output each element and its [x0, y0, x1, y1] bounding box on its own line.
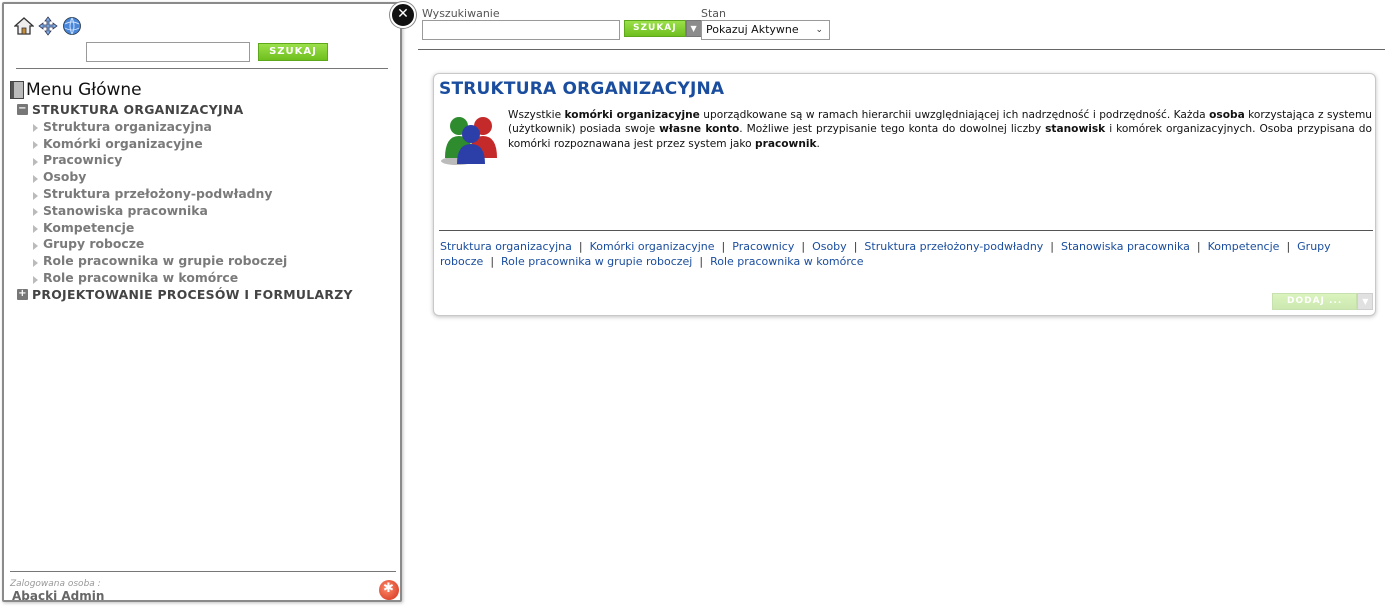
card-link[interactable]: Kompetencje: [1207, 240, 1280, 253]
move-icon[interactable]: [38, 16, 58, 36]
card-link[interactable]: Osoby: [812, 240, 847, 253]
card-link[interactable]: Struktura przełożony-podwładny: [864, 240, 1044, 253]
card-links: [440, 239, 1370, 269]
description-fragment: uporządkowane są w ramach hierarchii uwzględniającej ich nadrzędność i podrzędność. Każda: [699, 109, 1210, 121]
chevron-down-icon: ⌄: [815, 25, 823, 35]
menu-item[interactable]: [33, 118, 353, 135]
menu-category-projektowanie[interactable]: [17, 286, 353, 303]
description-fragment: Wszystkie: [508, 109, 565, 121]
search-label: Wyszukiwanie: [422, 7, 500, 20]
card-link[interactable]: Role pracownika w komórce: [710, 255, 864, 268]
menu-items: [33, 118, 353, 286]
description-fragment: pracownik: [755, 137, 817, 150]
divider: [16, 68, 388, 69]
description-fragment: komórki organizacyjne: [564, 109, 700, 121]
card-title: STRUKTURA ORGANIZACYJNA: [439, 79, 725, 99]
card-link[interactable]: Komórki organizacyjne: [589, 240, 715, 253]
state-select[interactable]: [701, 20, 830, 40]
card-description: [508, 108, 1372, 151]
logged-user-name: Abacki Admin: [12, 589, 105, 603]
card-link[interactable]: Pracownicy: [732, 240, 795, 253]
state-label: Stan: [701, 7, 727, 20]
expand-icon[interactable]: +: [18, 287, 27, 299]
arrow-right-icon: [33, 175, 38, 183]
arrow-right-icon: [33, 259, 38, 267]
menu-item-label: Stanowiska pracownika: [43, 202, 208, 218]
description-fragment: stanowisk: [1045, 123, 1106, 136]
close-icon[interactable]: ✕: [390, 2, 416, 28]
description-fragment: .: [816, 137, 820, 150]
arrow-right-icon: [33, 124, 38, 132]
menu-item[interactable]: [33, 202, 353, 219]
menu-item-label: Komórki organizacyjne: [43, 135, 203, 151]
arrow-right-icon: [33, 192, 38, 200]
menu-item-label: Role pracownika w grupie roboczej: [43, 253, 288, 269]
menu-item[interactable]: [33, 269, 353, 286]
menu-category-label: PROJEKTOWANIE PROCESÓW I FORMULARZY: [32, 286, 353, 302]
sidebar-panel: [2, 2, 409, 603]
menu-item-label: Struktura organizacyjna: [43, 118, 212, 134]
users-icon: [439, 114, 501, 166]
card-link[interactable]: Grupy robocze: [440, 240, 1331, 268]
arrow-right-icon: [33, 242, 38, 250]
menu-item[interactable]: [33, 252, 353, 269]
collapse-icon[interactable]: −: [18, 103, 27, 114]
add-button-group: [1272, 293, 1373, 310]
add-button[interactable]: DODAJ ...: [1272, 293, 1357, 310]
arrow-right-icon: [33, 158, 38, 166]
link-separator: |: [853, 240, 858, 253]
search-button-group: [624, 20, 702, 37]
info-card: [433, 73, 1376, 316]
divider: [10, 571, 396, 572]
arrow-right-icon: [33, 276, 38, 284]
menu-item-label: Kompetencje: [43, 219, 135, 235]
link-separator: |: [1050, 240, 1055, 253]
arrow-right-icon: [33, 141, 38, 149]
card-link[interactable]: Role pracownika w grupie roboczej: [501, 255, 693, 268]
link-separator: |: [490, 255, 495, 268]
link-separator: |: [801, 240, 806, 253]
logout-icon[interactable]: [379, 580, 399, 600]
menu-item[interactable]: [33, 168, 353, 185]
description-fragment: i komórek organizacyjnych. Osoba przypisana do komórki rozpoznawana jest przez system jako: [508, 123, 1372, 150]
book-icon: [10, 81, 24, 99]
link-separator: |: [578, 240, 583, 253]
menu-title-label: Menu Główne: [26, 80, 142, 100]
home-icon[interactable]: [14, 16, 34, 36]
link-separator: |: [1196, 240, 1201, 253]
search-input[interactable]: [422, 20, 620, 40]
logged-user-label: Zalogowana osoba :: [10, 579, 101, 589]
link-separator: |: [1286, 240, 1291, 253]
state-select-value: Pokazuj Aktywne: [706, 23, 799, 36]
menu-item-label: Struktura przełożony-podwładny: [43, 186, 273, 202]
menu-item-label: Grupy robocze: [43, 236, 145, 252]
sidebar-search: [86, 42, 328, 62]
menu-category-struktura[interactable]: [17, 101, 353, 118]
divider: [418, 49, 1385, 50]
menu-item-label: Pracownicy: [43, 152, 123, 168]
description-fragment: . Możliwe jest przypisanie tego konta do dowolnej liczby: [739, 123, 1046, 136]
menu-item[interactable]: [33, 236, 353, 253]
menu-item-label: Osoby: [43, 169, 87, 185]
chevron-down-icon[interactable]: ▼: [1357, 293, 1373, 310]
chevron-down-icon[interactable]: ▼: [686, 20, 702, 37]
arrow-right-icon: [33, 208, 38, 216]
description-fragment: osoba: [1209, 109, 1245, 121]
divider: [439, 230, 1373, 231]
sidebar-search-input[interactable]: [86, 42, 250, 62]
menu-item[interactable]: [33, 219, 353, 236]
arrow-right-icon: [33, 225, 38, 233]
description-fragment: własne konto: [659, 123, 740, 136]
menu-title: [10, 80, 142, 100]
link-separator: |: [699, 255, 704, 268]
sidebar-search-button[interactable]: SZUKAJ: [258, 43, 328, 61]
menu-category-label: STRUKTURA ORGANIZACYJNA: [32, 102, 244, 117]
menu-tree: [17, 101, 353, 303]
menu-item[interactable]: [33, 152, 353, 169]
globe-icon[interactable]: [62, 16, 82, 36]
sidebar-toolbar: [14, 14, 82, 38]
menu-item-label: Role pracownika w komórce: [43, 270, 239, 286]
card-link[interactable]: Stanowiska pracownika: [1061, 240, 1190, 253]
card-link[interactable]: Struktura organizacyjna: [440, 240, 572, 253]
link-separator: |: [721, 240, 726, 253]
menu-item[interactable]: [33, 185, 353, 202]
description-fragment: korzystająca z systemu (użytkownik) posiada swoje: [508, 109, 1372, 136]
menu-item[interactable]: [33, 135, 353, 152]
search-button[interactable]: SZUKAJ: [624, 20, 686, 37]
